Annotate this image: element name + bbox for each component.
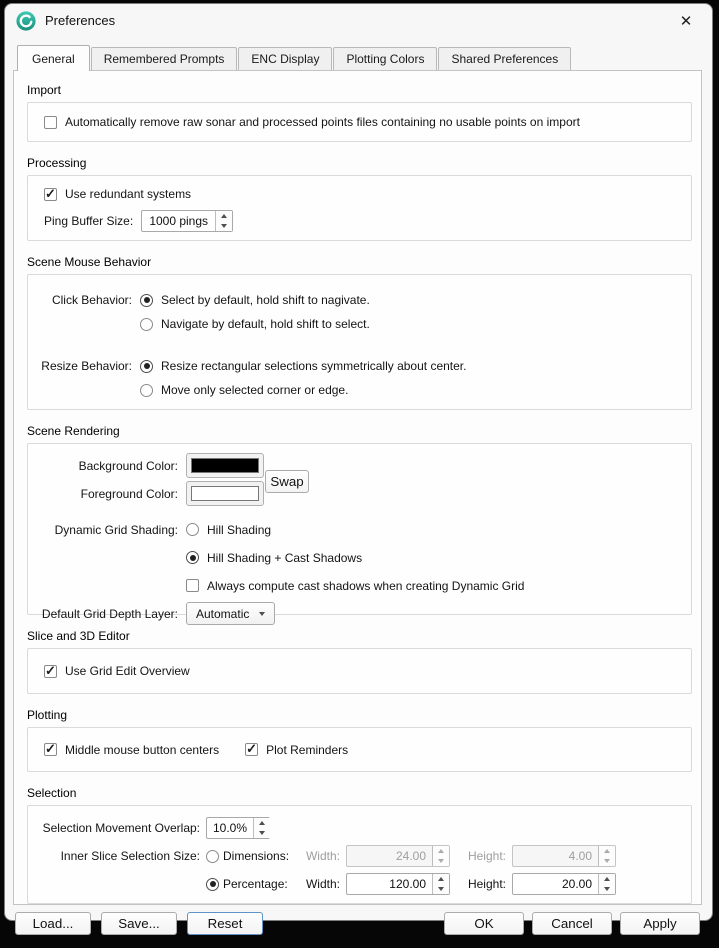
use-redundant-checkbox-row[interactable]: [44, 187, 691, 201]
ping-buffer-label: Ping Buffer Size:: [44, 214, 134, 228]
ping-buffer-row: [44, 210, 691, 232]
radio-icon-move-corner[interactable]: [140, 384, 153, 397]
checkbox-icon[interactable]: [245, 743, 258, 756]
pct-height-label: Height:: [467, 877, 506, 891]
section-heading-import: Import: [27, 83, 62, 97]
footer-button-row: [5, 905, 712, 948]
section-import: [14, 83, 701, 142]
dim-height-label: Height:: [467, 849, 506, 863]
spinner-buttons: [598, 874, 615, 894]
spin-up-icon[interactable]: [216, 211, 232, 221]
dim-width-label: Width:: [305, 849, 340, 863]
apply-button[interactable]: Apply: [620, 912, 700, 935]
pct-width-value[interactable]: 120.00: [389, 877, 426, 891]
section-heading-processing: Processing: [27, 156, 87, 170]
swap-colors-button[interactable]: Swap: [265, 470, 309, 493]
inner-slice-size-label: Inner Slice Selection Size:: [60, 849, 200, 863]
hill-cast-shadows-label[interactable]: Hill Shading + Cast Shadows: [207, 550, 363, 565]
resize-behavior-row-2: [28, 378, 691, 402]
navigate-default-label[interactable]: Navigate by default, hold shift to select.: [161, 317, 370, 331]
resize-symmetric-label[interactable]: Resize rectangular selections symmetrically about center.: [161, 359, 467, 373]
radio-icon-resize-symmetric[interactable]: [140, 360, 153, 373]
spin-down-icon[interactable]: [216, 221, 232, 231]
plot-reminders-label: Plot Reminders: [266, 742, 349, 757]
spinner-buttons: [598, 846, 615, 866]
spin-down-icon[interactable]: [254, 828, 270, 838]
background-color-row: [28, 453, 691, 478]
select-default-label[interactable]: Select by default, hold shift to nagivate.: [161, 293, 370, 307]
checkbox-icon[interactable]: [44, 743, 57, 756]
percentage-label[interactable]: Percentage:: [223, 877, 288, 891]
tab-enc-display[interactable]: ENC Display: [238, 47, 332, 70]
pct-height-value[interactable]: 20.00: [561, 877, 592, 891]
spin-down-icon[interactable]: [599, 884, 615, 894]
background-color-label: Background Color:: [78, 458, 178, 473]
always-compute-label: Always compute cast shadows when creating Dynamic Grid: [207, 578, 525, 593]
tab-remembered-prompts[interactable]: Remembered Prompts: [91, 47, 238, 70]
grid-shading-row-2: [28, 545, 691, 570]
spin-up-icon[interactable]: [254, 818, 270, 828]
import-groupbox: [27, 102, 692, 142]
scene-mouse-groupbox: [27, 274, 692, 410]
spin-down-icon: [599, 856, 615, 866]
title-bar[interactable]: [5, 4, 712, 37]
grid-depth-dropdown[interactable]: [186, 602, 275, 625]
spin-down-icon[interactable]: [433, 884, 449, 894]
radio-icon-percentage[interactable]: [206, 878, 219, 891]
click-behavior-label: Click Behavior:: [51, 293, 132, 307]
tab-page-general: [13, 70, 702, 905]
spinner-buttons: [432, 874, 449, 894]
movement-overlap-value[interactable]: 10.0%: [213, 821, 248, 835]
grid-shading-row-1: [28, 517, 691, 542]
tab-shared-preferences[interactable]: Shared Preferences: [438, 47, 571, 70]
middle-mouse-label: Middle mouse button centers: [65, 742, 220, 757]
ping-buffer-spinbox[interactable]: [141, 210, 233, 232]
section-scene-mouse: [14, 255, 701, 410]
section-heading-scene-rendering: Scene Rendering: [27, 424, 120, 438]
save-button[interactable]: Save...: [101, 912, 177, 935]
pct-width-label: Width:: [305, 877, 340, 891]
percentage-radio-group[interactable]: [206, 877, 294, 891]
section-heading-scene-mouse: Scene Mouse Behavior: [27, 255, 152, 269]
foreground-color-value: [191, 486, 259, 501]
move-corner-label[interactable]: Move only selected corner or edge.: [161, 383, 349, 397]
footer-right-buttons: [444, 912, 700, 935]
percentage-row: [28, 873, 691, 895]
foreground-color-row: [28, 481, 691, 506]
app-logo-icon: [16, 11, 36, 31]
hill-shading-label[interactable]: Hill Shading: [207, 522, 272, 537]
spinner-buttons: [432, 846, 449, 866]
spinner-buttons: [253, 818, 270, 838]
dim-width-value: 24.00: [395, 849, 426, 863]
checkbox-icon[interactable]: [44, 188, 57, 201]
grid-depth-layer-row: [28, 601, 691, 626]
preferences-window: [4, 3, 713, 931]
use-redundant-label: Use redundant systems: [65, 187, 192, 201]
section-slice-editor: [14, 629, 701, 694]
checkbox-icon[interactable]: [186, 579, 199, 592]
spin-up-icon[interactable]: [433, 874, 449, 884]
slice-editor-groupbox: [27, 648, 692, 694]
checkbox-icon[interactable]: [44, 116, 57, 129]
tab-general[interactable]: General: [17, 45, 90, 71]
grid-edit-overview-label: Use Grid Edit Overview: [65, 664, 190, 678]
plotting-groupbox: [27, 727, 692, 772]
radio-icon-hill-shading[interactable]: [186, 523, 199, 536]
checkbox-icon[interactable]: [44, 665, 57, 678]
pct-height-spinbox[interactable]: [512, 873, 616, 895]
spin-up-icon: [433, 846, 449, 856]
radio-icon-dimensions[interactable]: [206, 850, 219, 863]
section-heading-plotting: Plotting: [27, 708, 68, 722]
foreground-color-swatch[interactable]: [186, 481, 264, 506]
section-processing: [14, 156, 701, 241]
footer-left-buttons: [15, 912, 263, 935]
section-heading-selection: Selection: [27, 786, 77, 800]
click-behavior-row-1: [28, 288, 691, 312]
radio-icon-select-default[interactable]: [140, 294, 153, 307]
movement-overlap-spinbox[interactable]: [206, 817, 270, 839]
dimensions-label[interactable]: Dimensions:: [223, 849, 290, 863]
processing-groupbox: [27, 175, 692, 241]
foreground-color-label: Foreground Color:: [80, 486, 178, 501]
spin-up-icon[interactable]: [599, 874, 615, 884]
window-title: Preferences: [45, 13, 116, 28]
section-plotting: [14, 708, 701, 772]
reset-button[interactable]: Reset: [187, 912, 263, 935]
middle-mouse-checkbox-row[interactable]: [44, 743, 219, 757]
ok-button[interactable]: OK: [444, 912, 524, 935]
background-color-value: [191, 458, 259, 473]
radio-icon-navigate-default[interactable]: [140, 318, 153, 331]
section-scene-rendering: [14, 424, 701, 621]
auto-remove-label: Automatically remove raw sonar and processed points files containing no usable points on import: [65, 115, 580, 129]
spin-up-icon: [599, 846, 615, 856]
click-behavior-row-2: [28, 312, 691, 336]
section-heading-slice-editor: Slice and 3D Editor: [27, 629, 130, 643]
section-selection: [14, 786, 701, 904]
tab-bar: [5, 37, 712, 70]
dimensions-row: [28, 845, 691, 867]
grid-shading-label: Dynamic Grid Shading:: [54, 522, 178, 537]
movement-overlap-label: Selection Movement Overlap:: [42, 821, 200, 835]
movement-overlap-row: [28, 817, 691, 839]
cancel-button[interactable]: Cancel: [532, 912, 612, 935]
dim-width-spinbox: [346, 845, 450, 867]
spin-down-icon: [433, 856, 449, 866]
dim-height-spinbox: [512, 845, 616, 867]
grid-depth-value: Automatic: [196, 606, 250, 621]
resize-behavior-label: Resize Behavior:: [41, 359, 132, 373]
load-button[interactable]: Load...: [15, 912, 91, 935]
spinner-buttons: [215, 211, 232, 231]
always-compute-row: [28, 573, 691, 598]
grid-depth-layer-label: Default Grid Depth Layer:: [41, 606, 178, 621]
plot-reminders-checkbox-row[interactable]: [245, 743, 348, 757]
background-color-swatch[interactable]: [186, 453, 264, 478]
resize-behavior-row-1: [28, 354, 691, 378]
pct-width-spinbox[interactable]: [346, 873, 450, 895]
scene-rendering-groupbox: [27, 443, 692, 621]
radio-icon-hill-cast-shadows[interactable]: [186, 551, 199, 564]
selection-groupbox: [27, 805, 692, 904]
grid-edit-overview-checkbox-row[interactable]: [44, 664, 190, 678]
dimensions-radio-group[interactable]: [206, 849, 294, 863]
tab-plotting-colors[interactable]: Plotting Colors: [333, 47, 437, 70]
dim-height-value: 4.00: [568, 849, 592, 863]
ping-buffer-value[interactable]: 1000 pings: [149, 214, 209, 228]
auto-remove-checkbox-row[interactable]: [44, 115, 580, 129]
chevron-down-icon: [259, 612, 265, 616]
close-icon[interactable]: ✕: [679, 13, 693, 30]
